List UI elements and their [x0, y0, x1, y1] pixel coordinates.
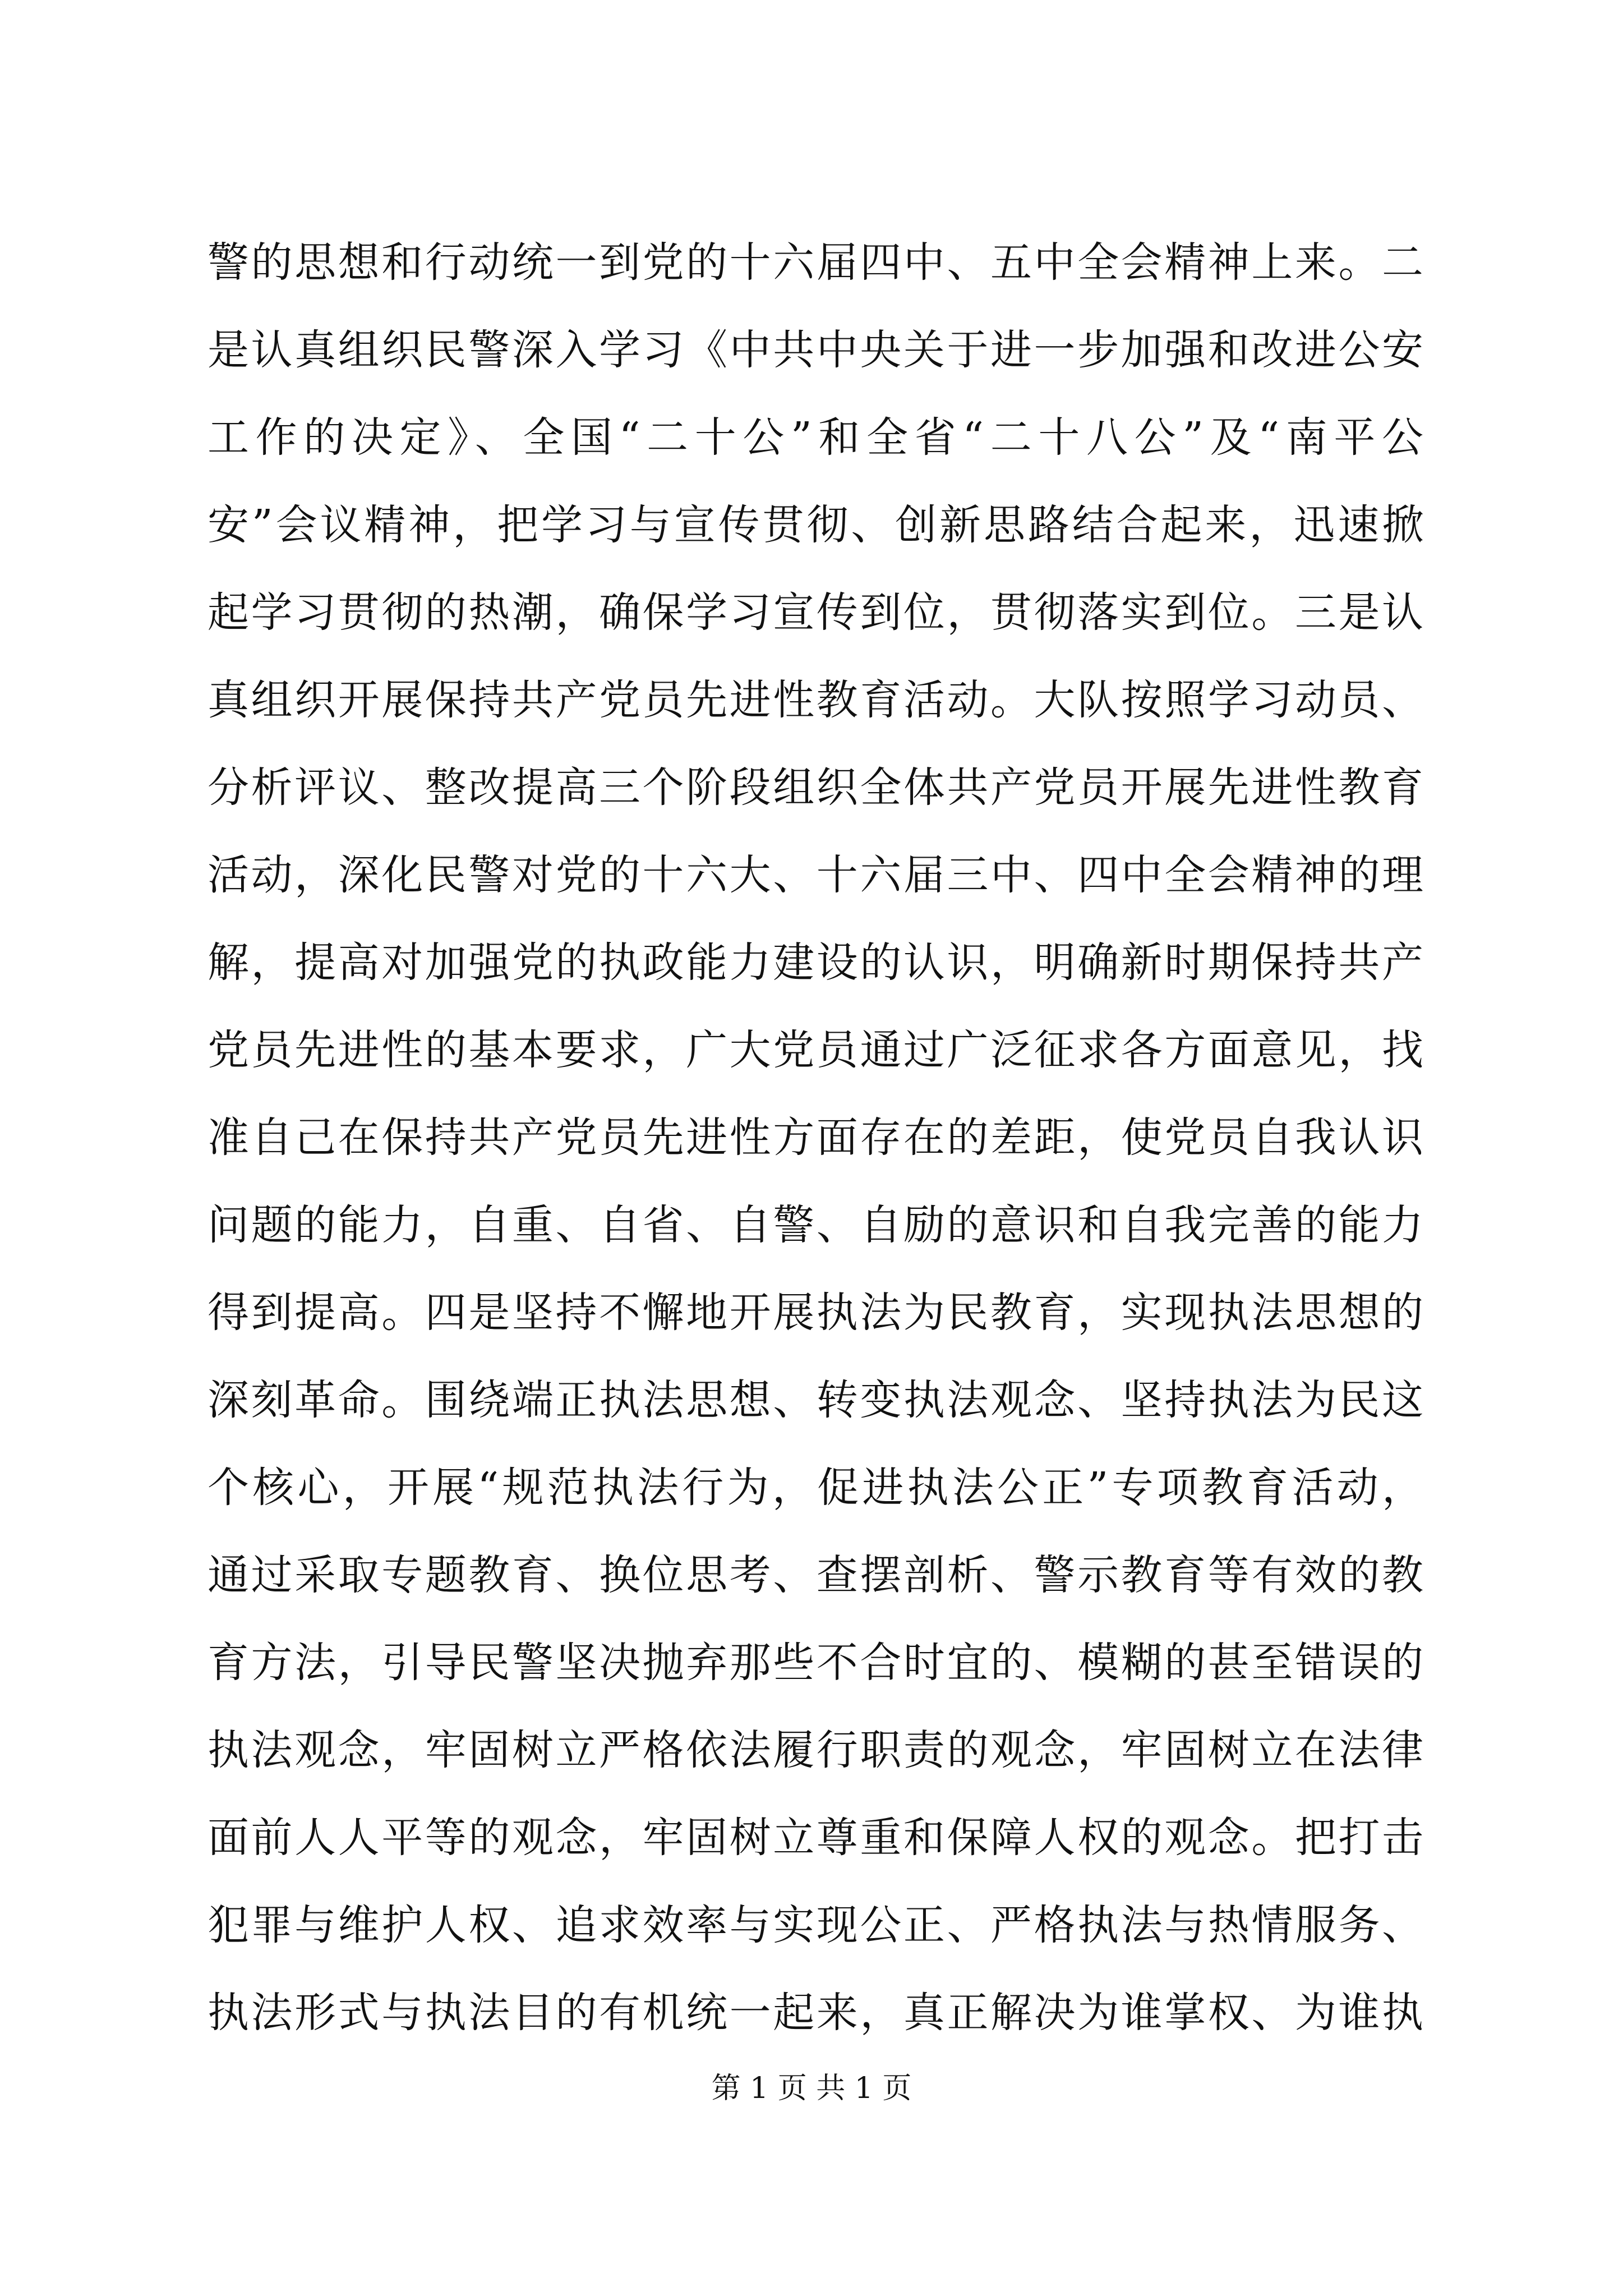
text-line: 活动，深化民警对党的十六大、十六届三中、四中全会精神的理: [208, 851, 1424, 899]
text-line: 问题的能力，自重、自省、自警、自励的意识和自我完善的能力: [208, 1201, 1424, 1249]
text-line: 解，提高对加强党的执政能力建设的认识，明确新时期保持共产: [208, 938, 1424, 987]
text-line: 起学习贯彻的热潮，确保学习宣传到位，贯彻落实到位。三是认: [208, 588, 1424, 637]
text-line: 党员先进性的基本要求，广大党员通过广泛征求各方面意见，找: [208, 1026, 1424, 1074]
text-line: 面前人人平等的观念，牢固树立尊重和保障人权的观念。把打击: [208, 1814, 1424, 1862]
text-line: 犯罪与维护人权、追求效率与实现公正、严格执法与热情服务、: [208, 1901, 1424, 1949]
text-line: 执法观念，牢固树立严格依法履行职责的观念，牢固树立在法律: [208, 1726, 1424, 1774]
text-line: 分析评议、整改提高三个阶段组织全体共产党员开展先进性教育: [208, 763, 1424, 812]
text-line: 得到提高。四是坚持不懈地开展执法为民教育，实现执法思想的: [208, 1289, 1424, 1337]
text-line: 安”会议精神，把学习与宣传贯彻、创新思路结合起来，迅速掀: [208, 501, 1424, 549]
text-line: 个核心，开展“规范执法行为，促进执法公正”专项教育活动，: [208, 1464, 1424, 1512]
text-line: 通过采取专题教育、换位思考、查摆剖析、警示教育等有效的教: [208, 1551, 1424, 1599]
text-line: 是认真组织民警深入学习《中共中央关于进一步加强和改进公安: [208, 326, 1424, 374]
text-line: 执法形式与执法目的有机统一起来，真正解决为谁掌权、为谁执: [208, 1989, 1424, 2037]
body-text: [208, 219, 1424, 2056]
text-line: 工作的决定》、全国“二十公”和全省“二十八公”及“南平公: [208, 413, 1424, 462]
text-line: 育方法，引导民警坚决抛弃那些不合时宜的、模糊的甚至错误的: [208, 1639, 1424, 1687]
text-line: 真组织开展保持共产党员先进性教育活动。大队按照学习动员、: [208, 676, 1424, 724]
text-line: 警的思想和行动统一到党的十六届四中、五中全会精神上来。二: [208, 238, 1424, 287]
text-line: 准自己在保持共产党员先进性方面存在的差距，使党员自我认识: [208, 1114, 1424, 1162]
text-line: 深刻革命。围绕端正执法思想、转变执法观念、坚持执法为民这: [208, 1376, 1424, 1424]
page-footer: 第 1 页 共 1 页: [711, 2072, 912, 2105]
